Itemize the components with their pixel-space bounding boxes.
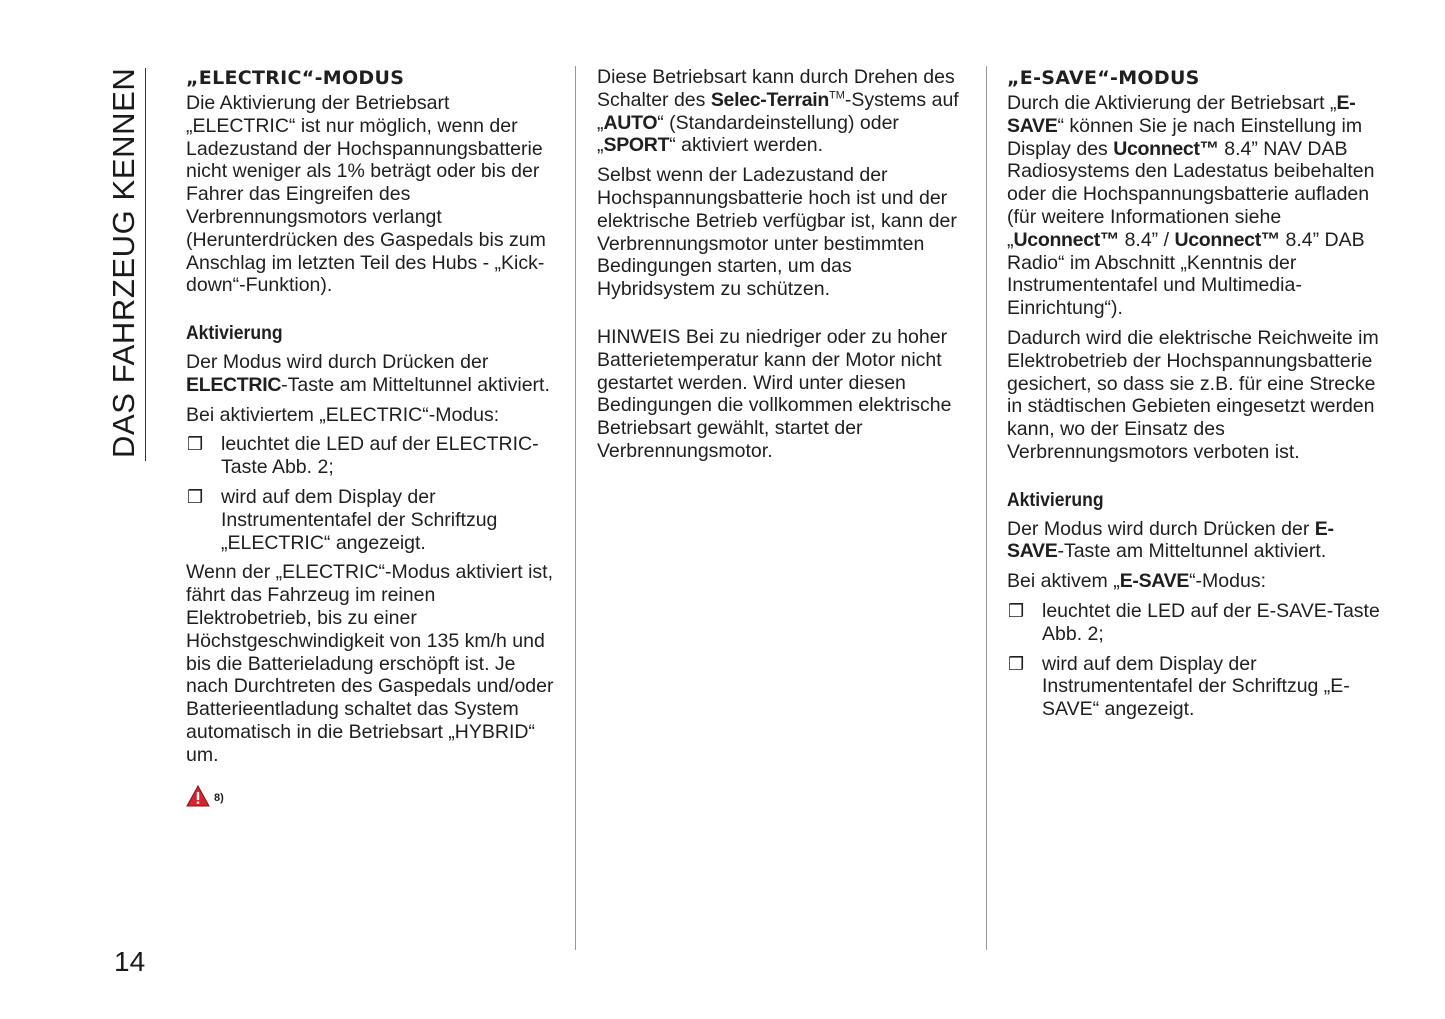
heading-esave-mode: „E-SAVE“-MODUS xyxy=(1007,67,1200,89)
warning-reference[interactable] xyxy=(186,783,558,810)
esave-range-paragraph: Dadurch wird die elektrische Reichweite im Elektrobetrieb der Hochspannungsbatterie gesichert, so dass sie z.B. für eine Strecke in städtischen Gebieten eingesetzt werden kann, wo der Einsatz des Verbrennungsmotors verboten ist. xyxy=(1007,326,1379,463)
note-paragraph: HINWEIS Bei zu niedriger oder zu hoher Batterietemperatur kann der Motor nicht gestartet werden. Wird unter diesen Bedingungen die vollkommen elektrische Betriebsart gewählt, startet der Verbrennungsmotor. xyxy=(597,325,952,462)
column-esave-mode xyxy=(1007,66,1385,728)
column-divider-1 xyxy=(575,66,576,950)
checkbox-bullet-icon: ❒ xyxy=(187,434,204,455)
subheading-activation: Aktivierung xyxy=(1007,488,1104,511)
subheading-activation: Aktivierung xyxy=(186,322,283,345)
column-operation-notes xyxy=(597,66,969,470)
list-item: ❒ leuchtet die LED auf der ELECTRIC-Taste Abb. 2; xyxy=(187,433,539,479)
section-title-rule xyxy=(145,68,146,461)
esave-active-intro: Bei aktivem „E-SAVE“-Modus: xyxy=(1007,570,1266,593)
electric-intro: Die Aktivierung der Betriebsart „ELECTRIC“ ist nur möglich, wenn der Ladezustand der Hochspannungsbatterie nicht weniger als 1% beträgt oder bis der Fahrer das Eingreifen des Verbrennungsmotors verlangt (Herunterdrücken des Gaspedals bis zum Anschlag im letzten Teil des Hubs - „Kick-down“-Funktion). xyxy=(186,92,546,297)
warning-ref-number: 8) xyxy=(214,791,224,804)
page-number: 14 xyxy=(114,946,146,977)
column-divider-2 xyxy=(986,66,987,950)
checkbox-bullet-icon: ❒ xyxy=(187,486,204,507)
list-item: ❒ wird auf dem Display der Instrumententafel der Schriftzug „E-SAVE“ angezeigt. xyxy=(1008,652,1350,721)
electric-outro: Wenn der „ELECTRIC“-Modus aktiviert ist, fährt das Fahrzeug im reinen Elektrobetrieb, bis zu einer Höchstgeschwindigkeit von 135 km/h und bis die Batterieladung erschöpft ist. Je nach Durchtreten des Gaspedals und/oder Batterieentladung schaltet das System automatisch in die Betriebsart „HYBRID“ um. xyxy=(186,561,554,766)
selec-terrain-paragraph: Diese Betriebsart kann durch Drehen des Schalter des Selec-Terrain™-Systems auf „AUTO“ (Standardeinstellung) oder „SPORT“ aktiviert werden. xyxy=(597,66,959,157)
checkbox-bullet-icon: ❒ xyxy=(1008,600,1025,621)
electric-active-intro: Bei aktiviertem „ELECTRIC“-Modus: xyxy=(186,403,500,426)
warning-triangle-icon xyxy=(186,785,210,807)
electric-activation: Der Modus wird durch Drücken der ELECTRIC-Taste am Mitteltunnel aktiviert. xyxy=(186,350,550,396)
list-item: ❒ leuchtet die LED auf der E-SAVE-Taste Abb. 2; xyxy=(1008,599,1380,645)
engine-start-paragraph: Selbst wenn der Ladezustand der Hochspannungsbatterie hoch ist und der elektrische Betrieb verfügbar ist, kann der Verbrennungsmotor unter bestimmten Bedingungen starten, um das Hybridsystem zu schützen. xyxy=(597,164,957,301)
column-electric-mode xyxy=(186,66,558,809)
esave-intro: Durch die Aktivierung der Betriebsart „E-SAVE“ können Sie je nach Einstellung im Display des Uconnect™ 8.4” NAV DAB Radiosystems den Ladestatus beibehalten oder die Hochspannungsbatterie aufladen (für weitere Informationen siehe „Uconnect™ 8.4” / Uconnect™ 8.4” DAB Radio“ im Abschnitt „Kenntnis der Instrumententafel und Multimedia-Einrichtung“). xyxy=(1007,92,1375,320)
checkbox-bullet-icon: ❒ xyxy=(1008,653,1025,674)
list-item: ❒ wird auf dem Display der Instrumententafel der Schriftzug „ELECTRIC“ angezeigt. xyxy=(187,485,498,554)
esave-activation: Der Modus wird durch Drücken der E-SAVE-Taste am Mitteltunnel aktiviert. xyxy=(1007,517,1334,563)
section-title: DAS FAHRZEUG KENNEN xyxy=(106,67,141,458)
heading-electric-mode: „ELECTRIC“-MODUS xyxy=(186,67,405,89)
